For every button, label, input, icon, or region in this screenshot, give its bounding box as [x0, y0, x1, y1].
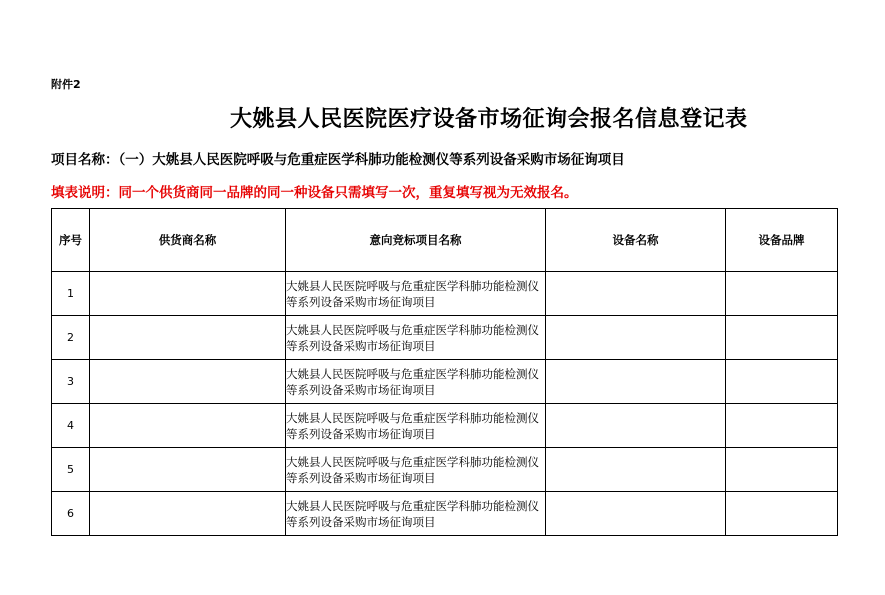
cell-project: 大姚县人民医院呼吸与危重症医学科肺功能检测仪等系列设备采购市场征询项目: [286, 404, 546, 448]
table-row: [52, 404, 838, 448]
cell-project: 大姚县人民医院呼吸与危重症医学科肺功能检测仪等系列设备采购市场征询项目: [286, 448, 546, 492]
table-row: [52, 316, 838, 360]
cell-seq: 2: [52, 316, 90, 360]
cell-brand[interactable]: [726, 360, 838, 404]
header-project: 意向竞标项目名称: [286, 209, 546, 272]
table-row: [52, 360, 838, 404]
cell-device[interactable]: [546, 448, 726, 492]
cell-device[interactable]: [546, 360, 726, 404]
table-row: [52, 272, 838, 316]
cell-supplier[interactable]: [90, 272, 286, 316]
cell-seq: 5: [52, 448, 90, 492]
cell-supplier[interactable]: [90, 448, 286, 492]
cell-project: 大姚县人民医院呼吸与危重症医学科肺功能检测仪等系列设备采购市场征询项目: [286, 316, 546, 360]
cell-brand[interactable]: [726, 404, 838, 448]
registration-table: [51, 208, 838, 536]
table-row: [52, 492, 838, 536]
cell-seq: 3: [52, 360, 90, 404]
cell-brand[interactable]: [726, 272, 838, 316]
cell-seq: 6: [52, 492, 90, 536]
table-header-row: [52, 209, 838, 272]
header-brand: 设备品牌: [726, 209, 838, 272]
cell-project: 大姚县人民医院呼吸与危重症医学科肺功能检测仪等系列设备采购市场征询项目: [286, 360, 546, 404]
cell-supplier[interactable]: [90, 492, 286, 536]
cell-brand[interactable]: [726, 448, 838, 492]
cell-seq: 4: [52, 404, 90, 448]
project-name-line: 项目名称：（一）大姚县人民医院呼吸与危重症医学科肺功能检测仪等系列设备采购市场征询项目: [51, 152, 625, 168]
cell-device[interactable]: [546, 404, 726, 448]
cell-supplier[interactable]: [90, 404, 286, 448]
fill-instructions: 填表说明：同一个供货商同一品牌的同一种设备只需填写一次，重复填写视为无效报名。: [51, 185, 578, 201]
cell-project: 大姚县人民医院呼吸与危重症医学科肺功能检测仪等系列设备采购市场征询项目: [286, 272, 546, 316]
cell-brand[interactable]: [726, 316, 838, 360]
page-title: 大姚县人民医院医疗设备市场征询会报名信息登记表: [230, 107, 748, 132]
header-seq: 序号: [52, 209, 90, 272]
cell-seq: 1: [52, 272, 90, 316]
header-device: 设备名称: [546, 209, 726, 272]
cell-supplier[interactable]: [90, 316, 286, 360]
cell-device[interactable]: [546, 492, 726, 536]
cell-device[interactable]: [546, 316, 726, 360]
cell-supplier[interactable]: [90, 360, 286, 404]
attachment-label: 附件2: [51, 78, 81, 91]
cell-project: 大姚县人民医院呼吸与危重症医学科肺功能检测仪等系列设备采购市场征询项目: [286, 492, 546, 536]
header-supplier: 供货商名称: [90, 209, 286, 272]
table-row: [52, 448, 838, 492]
cell-device[interactable]: [546, 272, 726, 316]
cell-brand[interactable]: [726, 492, 838, 536]
